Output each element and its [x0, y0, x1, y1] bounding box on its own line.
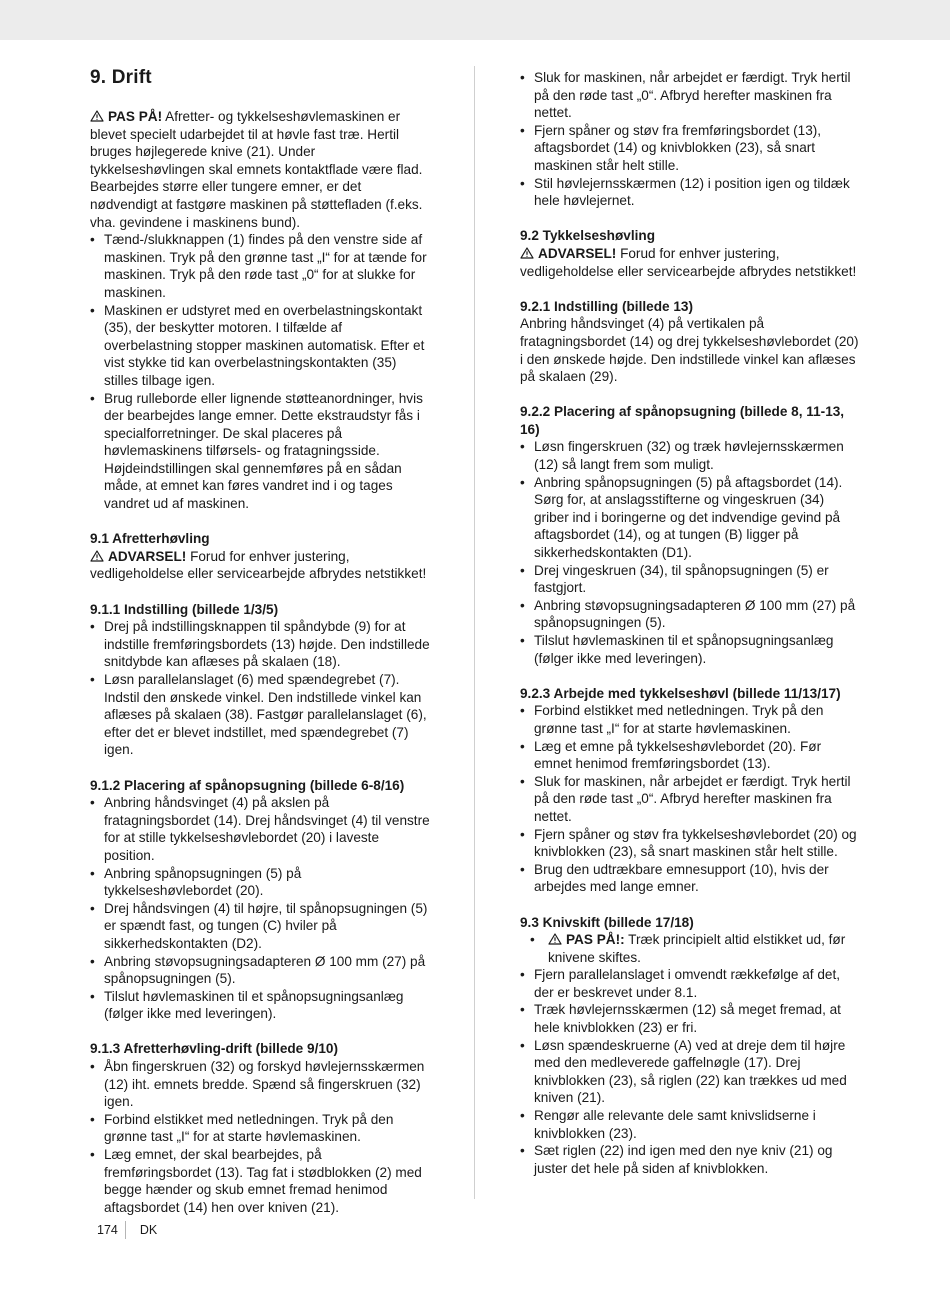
- left-column: [90, 66, 430, 1216]
- list-item: • Anbring støvopsugningsadapteren Ø 100 mm (27) på spånopsugningen (5).: [520, 597, 860, 632]
- list-item: • Drej håndsvingen (4) til højre, til spånopsugningen (5) er spændt fast, og tungen (C) hviler på sikkerhedskontakten (D2).: [90, 900, 430, 953]
- list-item: • Sæt riglen (22) ind igen med den nye kniv (21) og juster det hele på siden af knivblokken.: [520, 1142, 860, 1177]
- list-item: • Læg et emne på tykkelseshøvlebordet (20). Før emnet henimod fremføringsbordet (13).: [520, 738, 860, 773]
- section-9-1-2-list: [90, 794, 430, 1023]
- language-code: DK: [139, 1223, 158, 1237]
- list-item: • Sluk for maskinen, når arbejdet er færdigt. Tryk hertil på den røde tast „0“. Afbryd herefter maskinen fra nettet.: [520, 773, 860, 826]
- list-item: • Drej vingeskruen (34), til spånopsugningen (5) er fastgjort.: [520, 562, 860, 597]
- list-item: • Løsn parallelanslaget (6) med spændegrebet (7). Indstil den ønskede vinkel. Den indstillede vinkel kan aflæses på skalaen (38). Fastgør parallelanslaget (6), efter det er blevet indstillet, med spændegrebet (7) igen.: [90, 671, 430, 759]
- list-item: • Fjern spåner og støv fra fremføringsbordet (13), aftagsbordet (14) og knivblokken (23), så snart maskinen står helt stille.: [520, 122, 860, 175]
- list-item: • Forbind elstikket med netledningen. Tryk på den grønne tast „I“ for at starte høvlemaskinen.: [520, 702, 860, 737]
- footer-divider: [125, 1221, 126, 1239]
- list-item: • Fjern spåner og støv fra tykkelseshøvlebordet (20) og knivblokken (23), så snart maskinen står helt stille.: [520, 826, 860, 861]
- section-9-1-warning: [90, 548, 430, 583]
- list-item: • Sluk for maskinen, når arbejdet er færdigt. Tryk hertil på den røde tast „0“. Afbryd herefter maskinen fra nettet.: [520, 69, 860, 122]
- section-9-2-1-text: Anbring håndsvinget (4) på vertikalen på fratagningsbordet (14) og drej tykkelseshøvlebordet (20) i den ønskede højde. Den indstillede vinkel kan aflæses på skalaen (29).: [520, 316, 859, 385]
- column-divider: [474, 66, 475, 1199]
- list-item: • Åbn fingerskruen (32) og forskyd høvlejernsskærmen (12) iht. emnets bredde. Spænd så fingerskruen (32) igen.: [90, 1058, 430, 1111]
- warning-triangle-icon: [548, 933, 562, 945]
- list-item: • Stil høvlejernsskærmen (12) i position igen og tildæk hele høvlejernet.: [520, 175, 860, 210]
- warning-text: Forud for enhver justering, vedligeholdelse eller servicearbejde afbrydes netstikket!: [520, 245, 857, 279]
- section-9-3-list: [520, 931, 860, 1177]
- warning-text: Forud for enhver justering, vedligeholdelse eller servicearbejde afbrydes netstikket!: [90, 548, 427, 582]
- list-item: • Rengør alle relevante dele samt knivslidserne i knivblokken (23).: [520, 1107, 860, 1142]
- list-item: • Tilslut høvlemaskinen til et spånopsugningsanlæg (følger ikke med leveringen).: [520, 632, 860, 667]
- warning-label: PAS PÅ!:: [566, 932, 625, 948]
- list-item: • Tilslut høvlemaskinen til et spånopsugningsanlæg (følger ikke med leveringen).: [90, 988, 430, 1023]
- section-heading-9-2: 9.2 Tykkelseshøvling: [520, 228, 655, 244]
- list-item: • Tænd-/slukknappen (1) findes på den venstre side af maskinen. Tryk på den grønne tast „I“ for at tænde for maskinen. Tryk på den røde tast „0“ for at slukke for maskinen.: [90, 231, 430, 301]
- intro-text: Afretter- og tykkelseshøvlemaskinen er blevet specielt udarbejdet til at høvle fast træ. Hertil bruges højlegerede knive (21). Under tykkelseshøvlingen skal emnets kontaktflade være flad. Bearbejdes større eller tungere emner, er det nødvendigt at fastgøre maskinen på støttefladen (f.eks. vha. gevindene i maskinens bund).: [90, 109, 423, 230]
- intro-paragraph: [90, 108, 430, 231]
- list-item: • Fjern parallelanslaget i omvendt rækkefølge af det, der er beskrevet under 8.1.: [520, 966, 860, 1001]
- list-item: • Læg emnet, der skal bearbejdes, på fremføringsbordet (13). Tag fat i stødblokken (2) med begge hænder og skub emnet fremad henimod aftagsbordet (14) hen over kniven (21).: [90, 1146, 430, 1216]
- list-item: • Brug den udtrækbare emnesupport (10), hvis der arbejdes med lange emner.: [520, 861, 860, 896]
- intro-bullet-list: [90, 231, 430, 513]
- warning-text: Træk principielt altid elstikket ud, før knivene skiftes.: [548, 932, 846, 965]
- section-heading-9-1: 9.1 Afretterhøvling: [90, 531, 210, 547]
- warning-triangle-icon: [90, 110, 104, 122]
- section-9-1-3-list: [90, 1058, 430, 1216]
- list-item: • Løsn spændeskruerne (A) ved at dreje dem til højre med den medleverede gaffelnøgle (17). Drej knivblokken (23), så riglen (22) kan trækkes ud med kniven (21).: [520, 1037, 860, 1107]
- top-band: [0, 0, 950, 40]
- list-item: • Forbind elstikket med netledningen. Tryk på den grønne tast „I“ for at starte høvlemaskinen.: [90, 1111, 430, 1146]
- section-heading-9-3: 9.3 Knivskift (billede 17/18): [520, 914, 694, 930]
- section-9-2-2-list: [520, 438, 860, 667]
- section-heading-9-2-2: 9.2.2 Placering af spånopsugning (billede 8, 11-13, 16): [520, 404, 845, 437]
- list-item: • Brug rulleborde eller lignende støtteanordninger, hvis der bearbejdes lange emner. Dette ekstraudstyr fås i specialforretninger. De skal placeres på høvlemaskinens tilførsels- og fratagningsside. Højdeindstillingen skal gennemføres på en sådan måde, at emnet kan føres vandret ind i og tages vandret ud af maskinen.: [90, 390, 430, 513]
- list-item: • Træk høvlejernsskærmen (12) så meget fremad, at hele knivblokken (23) er fri.: [520, 1001, 860, 1036]
- section-heading-9-1-2: 9.1.2 Placering af spånopsugning (billede 6-8/16): [90, 777, 405, 793]
- list-item: • Drej på indstillingsknappen til spåndybde (9) for at indstille fremføringsbordets (13) højde. Den indstillede snitdybde kan aflæses på skalaen (18).: [90, 618, 430, 671]
- page-footer: [97, 1221, 157, 1239]
- section-9-2-3-list: [520, 702, 860, 896]
- warning-label: ADVARSEL!: [108, 548, 187, 564]
- list-item: • Anbring støvopsugningsadapteren Ø 100 mm (27) på spånopsugningen (5).: [90, 953, 430, 988]
- section-heading-9-2-3: 9.2.3 Arbejde med tykkelseshøvl (billede 11/13/17): [520, 685, 841, 701]
- right-column: [520, 69, 860, 1177]
- warning-triangle-icon: [90, 550, 104, 562]
- warning-label: ADVARSEL!: [538, 245, 617, 261]
- list-item-warning: [520, 931, 860, 966]
- continued-bullet-list: [520, 69, 860, 210]
- section-heading-9-1-3: 9.1.3 Afretterhøvling-drift (billede 9/10): [90, 1041, 339, 1057]
- section-heading-9-2-1: 9.2.1 Indstilling (billede 13): [520, 298, 693, 314]
- list-item: • Anbring spånopsugningen (5) på tykkelseshøvlebordet (20).: [90, 865, 430, 900]
- warning-triangle-icon: [520, 247, 534, 259]
- section-heading-9-1-1: 9.1.1 Indstilling (billede 1/3/5): [90, 601, 279, 617]
- list-item: • Løsn fingerskruen (32) og træk høvlejernsskærmen (12) så langt frem som muligt.: [520, 438, 860, 473]
- section-9-1-1-list: [90, 618, 430, 759]
- list-item: • Anbring spånopsugningen (5) på aftagsbordet (14). Sørg for, at anslagsstifterne og vingeskruen (34) griber ind i boringerne og det indvendige gevind på aftagsbordet (14), og at tungen (B) ligger på sikkerhedskontakten (D1).: [520, 474, 860, 562]
- section-9-2-warning: [520, 245, 860, 280]
- list-item: • Maskinen er udstyret med en overbelastningskontakt (35), der beskytter motoren. I tilfælde af overbelastning stopper maskinen automatisk. Efter et vist stykke tid kan overbelastningskontakten (35) stilles tilbage igen.: [90, 302, 430, 390]
- intro-warning-label: PAS PÅ!: [108, 109, 163, 124]
- list-item: • Anbring håndsvinget (4) på akslen på fratagningsbordet (14). Drej håndsvinget (4) til venstre for at stille tykkelseshøvlebordet (20) i laveste position.: [90, 794, 430, 864]
- chapter-heading: 9. Drift: [90, 67, 152, 88]
- page-number: 174: [97, 1223, 118, 1237]
